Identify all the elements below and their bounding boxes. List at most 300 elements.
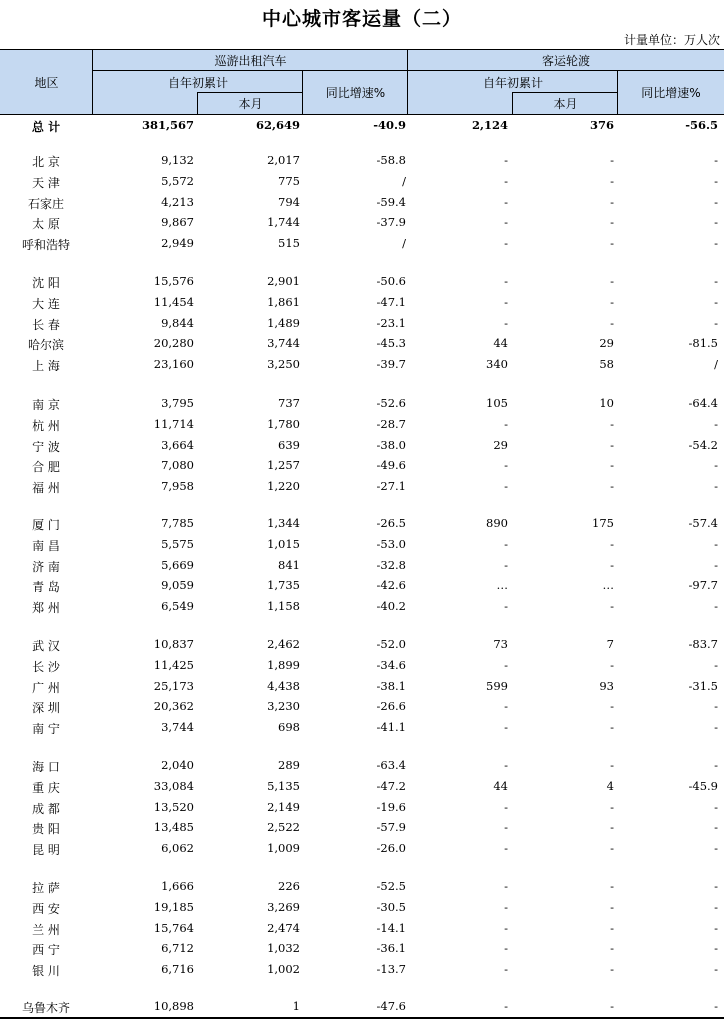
ferry-month-cell: - [610, 962, 614, 977]
taxi-yoy-cell: -59.4 [376, 194, 406, 209]
region-cell: 贵 阳 [32, 822, 60, 837]
ferry-yoy-cell: - [714, 841, 718, 856]
ferry-month-cell: 376 [589, 118, 614, 132]
region-cell: 石家庄 [27, 196, 64, 211]
ferry-ytd-cell: - [504, 899, 508, 914]
taxi-ytd-cell: 381,567 [141, 118, 194, 132]
taxi-ytd-cell: 11,454 [153, 294, 194, 309]
ferry-yoy-cell: - [714, 999, 718, 1013]
region-cell: 太 原 [32, 217, 60, 232]
taxi-yoy-cell: -26.5 [376, 516, 406, 530]
ferry-month-cell: - [610, 173, 614, 188]
taxi-yoy-cell: -47.1 [376, 294, 406, 309]
ferry-month-cell: 4 [606, 778, 614, 793]
taxi-ytd-cell: 15,764 [153, 920, 194, 935]
ferry-yoy-cell: - [714, 458, 718, 473]
region-cell: 济 南 [32, 559, 60, 574]
taxi-yoy-cell: -32.8 [376, 557, 406, 572]
table-row [0, 192, 724, 213]
ferry-month-cell: - [610, 879, 614, 893]
ferry-yoy-cell: - [714, 962, 718, 977]
taxi-yoy-cell: -36.1 [376, 941, 406, 956]
ferry-yoy-cell: - [714, 820, 718, 835]
table-row [0, 171, 724, 192]
ferry-ytd-cell: 44 [493, 778, 508, 793]
page-title: 中心城市客运量（二） [261, 8, 462, 30]
region-cell: 成 都 [32, 801, 60, 816]
taxi-yoy-cell: -49.6 [376, 458, 406, 473]
taxi-yoy-cell: -50.6 [376, 274, 406, 288]
ferry-ytd-cell: - [504, 173, 508, 188]
ferry-ytd-cell: - [504, 479, 508, 494]
table-row [0, 292, 724, 313]
region-cell: 南 宁 [32, 722, 60, 737]
ferry-month-cell: - [610, 758, 614, 772]
ferry-yoy-cell: - [714, 315, 718, 330]
ferry-month-cell: … [602, 578, 614, 593]
ferry-yoy-cell: - [714, 274, 718, 288]
ferry-yoy-cell: - [714, 941, 718, 956]
region-cell: 杭 州 [32, 418, 60, 433]
header-taxi-ytd: 自年初累计 [167, 75, 228, 90]
taxi-yoy-cell: -52.5 [376, 879, 406, 893]
table-row [0, 212, 724, 233]
table-row [0, 797, 724, 818]
region-cell: 青 岛 [32, 580, 60, 595]
taxi-ytd-cell: 10,898 [153, 999, 194, 1013]
taxi-yoy-cell: -40.9 [373, 118, 406, 132]
ferry-ytd-cell: - [504, 274, 508, 288]
taxi-month-cell: 1,002 [267, 962, 300, 977]
taxi-yoy-cell: -52.6 [376, 396, 406, 410]
table-row [0, 634, 724, 655]
ferry-month-cell: - [610, 820, 614, 835]
taxi-ytd-cell: 33,084 [153, 778, 194, 793]
taxi-yoy-cell: -47.2 [376, 778, 406, 793]
taxi-yoy-cell: -63.4 [376, 758, 406, 772]
table-row [0, 575, 724, 596]
ferry-month-cell: - [610, 274, 614, 288]
table-row [0, 817, 724, 838]
ferry-month-cell: - [610, 557, 614, 572]
region-cell: 南 京 [32, 398, 60, 412]
header-ferry: 客运轮渡 [541, 54, 590, 68]
ferry-yoy-cell: - [714, 294, 718, 309]
table-row [0, 755, 724, 776]
taxi-month-cell: 2,522 [267, 820, 300, 835]
taxi-yoy-cell: -26.6 [376, 699, 406, 714]
taxi-month-cell: 3,744 [267, 336, 300, 351]
taxi-month-cell: 2,017 [267, 153, 300, 167]
region-cell: 厦 门 [32, 518, 60, 532]
taxi-yoy-cell: / [402, 173, 406, 188]
table-row [0, 150, 724, 171]
ferry-month-cell: - [610, 153, 614, 167]
ferry-month-cell: - [610, 236, 614, 251]
region-cell: 海 口 [32, 760, 60, 774]
ferry-yoy-cell: - [714, 215, 718, 230]
taxi-ytd-cell: 9,844 [161, 315, 194, 330]
table-row [0, 596, 724, 617]
table-row [0, 676, 724, 697]
header-ferry-yoy: 同比增速% [641, 86, 701, 100]
taxi-ytd-cell: 20,362 [153, 699, 194, 714]
ferry-yoy-cell: - [714, 899, 718, 914]
table-row [0, 696, 724, 717]
ferry-yoy-cell: - [714, 920, 718, 935]
ferry-ytd-cell: 105 [486, 396, 508, 410]
table-row [0, 996, 724, 1017]
taxi-ytd-cell: 19,185 [153, 899, 194, 914]
table-row [0, 513, 724, 534]
region-cell: 哈尔滨 [27, 338, 64, 353]
header-taxi-yoy: 同比增速% [325, 86, 386, 100]
ferry-ytd-cell: - [504, 153, 508, 167]
taxi-ytd-cell: 5,572 [161, 173, 194, 188]
ferry-month-cell: - [610, 215, 614, 230]
ferry-month-cell: - [610, 458, 614, 473]
ferry-ytd-cell: 2,124 [471, 118, 508, 132]
table-row [0, 918, 724, 939]
ferry-month-cell: - [610, 294, 614, 309]
region-cell: 合 肥 [32, 460, 60, 475]
taxi-ytd-cell: 9,059 [161, 578, 194, 593]
ferry-month-cell: 93 [599, 678, 614, 693]
taxi-yoy-cell: -23.1 [376, 315, 406, 330]
header-taxi: 巡游出租汽车 [214, 54, 287, 68]
ferry-ytd-cell: - [504, 699, 508, 714]
table-row [0, 776, 724, 797]
header-taxi-month: 本月 [238, 97, 263, 111]
taxi-month-cell: 2,901 [267, 274, 300, 288]
taxi-yoy-cell: -30.5 [376, 899, 406, 914]
ferry-ytd-cell: - [504, 215, 508, 230]
header-ferry-ytd: 自年初累计 [482, 75, 543, 90]
ferry-month-cell: - [610, 599, 614, 614]
ferry-yoy-cell: -83.7 [688, 637, 718, 651]
taxi-yoy-cell: -45.3 [376, 336, 406, 351]
ferry-ytd-cell: - [504, 879, 508, 893]
table-row [0, 393, 724, 414]
ferry-yoy-cell: - [714, 758, 718, 772]
taxi-ytd-cell: 3,744 [161, 720, 194, 735]
ferry-ytd-cell: - [504, 841, 508, 856]
header-ferry-month: 本月 [553, 97, 578, 111]
ferry-month-cell: 29 [599, 336, 614, 351]
region-cell: 沈 阳 [32, 276, 60, 290]
ferry-yoy-cell: - [714, 657, 718, 672]
region-cell: 天 津 [32, 175, 60, 190]
ferry-ytd-cell: - [504, 236, 508, 251]
ferry-yoy-cell: - [714, 173, 718, 188]
ferry-ytd-cell: … [496, 578, 508, 593]
taxi-yoy-cell: -13.7 [376, 962, 406, 977]
taxi-month-cell: 1,861 [267, 294, 300, 309]
taxi-month-cell: 1,344 [267, 516, 300, 530]
ferry-yoy-cell: - [714, 720, 718, 735]
taxi-yoy-cell: -40.2 [376, 599, 406, 614]
ferry-yoy-cell: - [714, 416, 718, 431]
ferry-month-cell: - [610, 536, 614, 551]
taxi-month-cell: 3,269 [267, 899, 300, 914]
taxi-month-cell: 1,220 [267, 479, 300, 494]
region-cell: 西 宁 [32, 943, 60, 958]
taxi-yoy-cell: -14.1 [376, 920, 406, 935]
ferry-month-cell: - [610, 416, 614, 431]
taxi-ytd-cell: 6,549 [161, 599, 194, 614]
taxi-month-cell: 5,135 [267, 778, 300, 793]
ferry-yoy-cell: - [714, 599, 718, 614]
table-row [0, 534, 724, 555]
ferry-month-cell: - [610, 315, 614, 330]
region-cell: 总 计 [31, 120, 61, 134]
ferry-ytd-cell: - [504, 315, 508, 330]
table-row [0, 655, 724, 676]
unit-label: 计量单位：万人次 [623, 33, 720, 47]
taxi-yoy-cell: / [402, 236, 406, 251]
ferry-ytd-cell: 29 [493, 437, 508, 452]
taxi-ytd-cell: 1,666 [161, 879, 194, 893]
ferry-ytd-cell: - [504, 999, 508, 1013]
taxi-ytd-cell: 11,425 [153, 657, 194, 672]
taxi-ytd-cell: 15,576 [153, 274, 194, 288]
taxi-ytd-cell: 11,714 [153, 416, 194, 431]
taxi-month-cell: 698 [278, 720, 300, 735]
ferry-month-cell: - [610, 437, 614, 452]
taxi-month-cell: 1,009 [267, 841, 300, 856]
ferry-ytd-cell: - [504, 962, 508, 977]
taxi-yoy-cell: -37.9 [376, 215, 406, 230]
taxi-ytd-cell: 20,280 [153, 336, 194, 351]
ferry-ytd-cell: - [504, 820, 508, 835]
table-row [0, 333, 724, 354]
taxi-ytd-cell: 10,837 [153, 637, 194, 651]
table-row [0, 354, 724, 375]
taxi-month-cell: 1,015 [267, 536, 300, 551]
ferry-ytd-cell: - [504, 557, 508, 572]
ferry-yoy-cell: -57.4 [688, 516, 718, 530]
ferry-month-cell: - [610, 899, 614, 914]
table-row [0, 838, 724, 859]
taxi-month-cell: 1,489 [267, 315, 300, 330]
ferry-month-cell: - [610, 657, 614, 672]
taxi-month-cell: 737 [278, 396, 300, 410]
taxi-month-cell: 289 [278, 758, 300, 772]
taxi-month-cell: 1,744 [267, 215, 300, 230]
region-cell: 福 州 [32, 481, 60, 496]
ferry-month-cell: - [610, 841, 614, 856]
ferry-month-cell: - [610, 699, 614, 714]
taxi-yoy-cell: -38.1 [376, 678, 406, 693]
table-row [0, 959, 724, 980]
taxi-ytd-cell: 6,062 [161, 841, 194, 856]
taxi-month-cell: 1,780 [267, 416, 300, 431]
ferry-yoy-cell: - [714, 799, 718, 814]
region-cell: 南 昌 [32, 538, 60, 553]
taxi-ytd-cell: 13,485 [153, 820, 194, 835]
taxi-month-cell: 1,257 [267, 458, 300, 473]
taxi-ytd-cell: 23,160 [153, 357, 194, 372]
ferry-ytd-cell: 44 [493, 336, 508, 351]
region-cell: 大 连 [32, 296, 60, 311]
taxi-ytd-cell: 6,712 [161, 941, 194, 956]
taxi-ytd-cell: 9,867 [161, 215, 194, 230]
taxi-ytd-cell: 25,173 [153, 678, 194, 693]
ferry-month-cell: - [610, 941, 614, 956]
taxi-month-cell: 1,735 [267, 578, 300, 593]
taxi-yoy-cell: -57.9 [376, 820, 406, 835]
ferry-ytd-cell: 599 [486, 678, 508, 693]
region-cell: 宁 波 [32, 439, 60, 454]
table-row [0, 455, 724, 476]
table-header [0, 49, 724, 115]
taxi-ytd-cell: 7,958 [161, 479, 194, 494]
ferry-yoy-cell: - [714, 879, 718, 893]
ferry-month-cell: - [610, 999, 614, 1013]
taxi-yoy-cell: -41.1 [376, 720, 406, 735]
taxi-yoy-cell: -27.1 [376, 479, 406, 494]
taxi-ytd-cell: 6,716 [161, 962, 194, 977]
table-bottom-rule [0, 1017, 724, 1019]
taxi-yoy-cell: -34.6 [376, 657, 406, 672]
taxi-ytd-cell: 3,664 [161, 437, 194, 452]
ferry-ytd-cell: - [504, 758, 508, 772]
table-row [0, 313, 724, 334]
ferry-month-cell: 58 [599, 357, 614, 372]
taxi-month-cell: 2,462 [267, 637, 300, 651]
ferry-month-cell: 175 [592, 516, 614, 530]
ferry-ytd-cell: - [504, 294, 508, 309]
taxi-ytd-cell: 4,213 [161, 194, 194, 209]
ferry-yoy-cell: / [714, 357, 718, 372]
ferry-yoy-cell: - [714, 699, 718, 714]
region-cell: 昆 明 [32, 843, 60, 858]
ferry-yoy-cell: -97.7 [688, 578, 718, 593]
ferry-month-cell: - [610, 479, 614, 494]
region-cell: 拉 萨 [32, 881, 60, 895]
ferry-ytd-cell: - [504, 599, 508, 614]
taxi-ytd-cell: 7,785 [161, 516, 194, 530]
taxi-ytd-cell: 5,669 [161, 557, 194, 572]
table-row [0, 938, 724, 959]
ferry-month-cell: 7 [606, 637, 614, 651]
region-cell: 深 圳 [32, 701, 60, 716]
ferry-ytd-cell: - [504, 458, 508, 473]
region-cell: 广 州 [32, 680, 60, 695]
taxi-month-cell: 841 [278, 557, 300, 572]
header-region: 地区 [34, 75, 59, 90]
ferry-ytd-cell: - [504, 536, 508, 551]
taxi-month-cell: 1 [292, 999, 300, 1013]
taxi-month-cell: 639 [278, 437, 300, 452]
ferry-ytd-cell: - [504, 194, 508, 209]
taxi-yoy-cell: -52.0 [376, 637, 406, 651]
taxi-month-cell: 3,230 [267, 699, 300, 714]
taxi-month-cell: 794 [278, 194, 300, 209]
table-row [0, 414, 724, 435]
taxi-month-cell: 226 [278, 879, 300, 893]
ferry-ytd-cell: - [504, 720, 508, 735]
taxi-month-cell: 2,149 [267, 799, 300, 814]
ferry-month-cell: - [610, 799, 614, 814]
region-cell: 兰 州 [32, 922, 60, 937]
ferry-ytd-cell: - [504, 657, 508, 672]
ferry-ytd-cell: 890 [486, 516, 508, 530]
taxi-yoy-cell: -47.6 [376, 999, 406, 1013]
taxi-ytd-cell: 2,949 [161, 236, 194, 251]
taxi-month-cell: 3,250 [267, 357, 300, 372]
ferry-yoy-cell: - [714, 153, 718, 167]
taxi-yoy-cell: -38.0 [376, 437, 406, 452]
taxi-month-cell: 4,438 [267, 678, 300, 693]
ferry-ytd-cell: - [504, 416, 508, 431]
taxi-ytd-cell: 13,520 [153, 799, 194, 814]
taxi-ytd-cell: 5,575 [161, 536, 194, 551]
ferry-yoy-cell: - [714, 536, 718, 551]
table-row [0, 717, 724, 738]
table-row [0, 271, 724, 292]
ferry-yoy-cell: -54.2 [688, 437, 718, 452]
table-row [0, 555, 724, 576]
ferry-month-cell: 10 [599, 396, 614, 410]
ferry-ytd-cell: - [504, 920, 508, 935]
ferry-yoy-cell: - [714, 236, 718, 251]
ferry-ytd-cell: 73 [493, 637, 508, 651]
region-cell: 西 安 [32, 901, 60, 916]
ferry-yoy-cell: - [714, 479, 718, 494]
region-cell: 北 京 [32, 155, 60, 169]
taxi-month-cell: 1,899 [267, 657, 300, 672]
taxi-yoy-cell: -28.7 [376, 416, 406, 431]
ferry-yoy-cell: - [714, 557, 718, 572]
taxi-month-cell: 1,032 [267, 941, 300, 956]
table-row [0, 876, 724, 897]
region-cell: 上 海 [32, 359, 60, 374]
total-row [0, 115, 724, 136]
taxi-ytd-cell: 3,795 [161, 396, 194, 410]
taxi-month-cell: 62,649 [255, 118, 300, 132]
taxi-ytd-cell: 2,040 [161, 758, 194, 772]
region-cell: 郑 州 [32, 601, 60, 616]
taxi-month-cell: 775 [278, 173, 300, 188]
ferry-month-cell: - [610, 720, 614, 735]
ferry-yoy-cell: - [714, 194, 718, 209]
ferry-month-cell: - [610, 920, 614, 935]
taxi-month-cell: 515 [278, 236, 300, 251]
ferry-yoy-cell: -31.5 [688, 678, 718, 693]
taxi-yoy-cell: -58.8 [376, 153, 406, 167]
ferry-ytd-cell: - [504, 941, 508, 956]
region-cell: 呼和浩特 [21, 238, 70, 253]
ferry-month-cell: - [610, 194, 614, 209]
ferry-ytd-cell: 340 [486, 357, 508, 372]
taxi-ytd-cell: 9,132 [161, 153, 194, 167]
region-cell: 长 沙 [32, 659, 60, 674]
region-cell: 重 庆 [32, 780, 60, 795]
ferry-ytd-cell: - [504, 799, 508, 814]
taxi-month-cell: 1,158 [267, 599, 300, 614]
region-cell: 乌鲁木齐 [21, 1001, 70, 1015]
ferry-yoy-cell: -81.5 [688, 336, 718, 351]
region-cell: 武 汉 [32, 639, 60, 653]
table-row [0, 897, 724, 918]
region-cell: 长 春 [32, 317, 60, 332]
taxi-yoy-cell: -26.0 [376, 841, 406, 856]
taxi-yoy-cell: -53.0 [376, 536, 406, 551]
taxi-month-cell: 2,474 [267, 920, 300, 935]
ferry-yoy-cell: -45.9 [688, 778, 718, 793]
region-cell: 银 川 [32, 964, 60, 979]
